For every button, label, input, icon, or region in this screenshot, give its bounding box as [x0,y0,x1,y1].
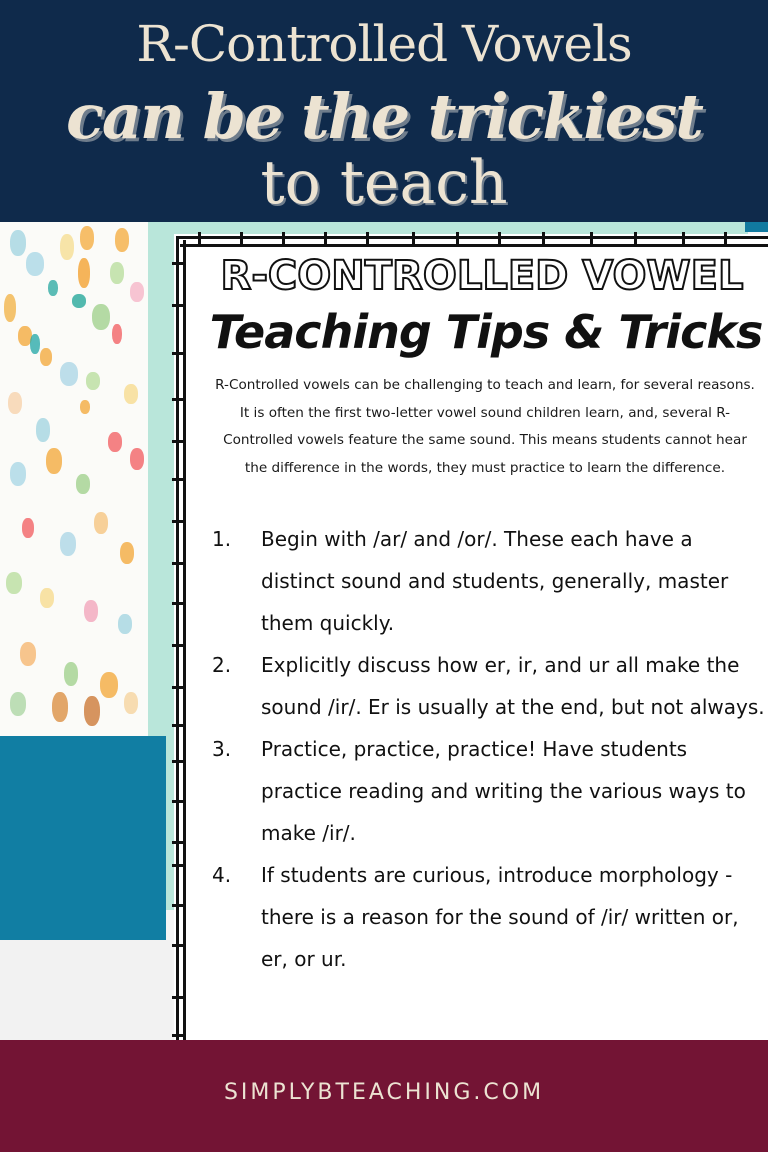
border-tick [172,996,186,999]
tip-text: Practice, practice, practice! Have students practice reading and writing the various ways to make /ir/. [261,737,746,845]
tips-list [210,518,766,980]
border-tick [682,232,685,246]
tip-number: 3. [212,737,232,761]
border-tick [172,864,186,867]
border-tick [498,232,501,246]
border-tick [366,232,369,246]
border-tick [172,841,186,844]
border-tick [590,232,593,246]
border-tick [172,724,186,727]
border-tick [724,232,727,246]
teal-paper-block [0,736,166,940]
border-tick [172,760,186,763]
card-border-left-outer [176,236,179,1040]
border-tick [172,262,186,265]
tip-text: If students are curious, introduce morphology - there is a reason for the sound of /ir/ written or, er, or ur. [261,863,739,971]
tip-number: 4. [212,863,232,887]
border-tick [172,602,186,605]
headline-line-3: to teach [260,148,508,218]
border-tick [172,800,186,803]
border-tick [172,686,186,689]
border-tick [542,232,545,246]
tip-item [210,728,766,854]
border-tick [240,232,243,246]
border-tick [172,352,186,355]
border-tick [172,398,186,401]
border-tick [172,478,186,481]
border-tick [172,304,186,307]
grey-paper-block [0,940,172,1040]
border-tick [172,644,186,647]
tip-text: Explicitly discuss how er, ir, and ur all make the sound /ir/. Er is usually at the end, but not always. [261,653,765,719]
border-tick [172,520,186,523]
border-tick [172,904,186,907]
tip-item [210,518,766,644]
tip-text: Begin with /ar/ and /or/. These each have a distinct sound and students, generally, master them quickly. [261,527,729,635]
headline-line-2: can be the trickiest [66,80,702,153]
tip-number: 1. [212,527,232,551]
footer-banner [0,1040,768,1152]
border-tick [456,232,459,246]
tip-number: 2. [212,653,232,677]
border-tick [324,232,327,246]
border-tick [282,232,285,246]
tip-item [210,854,766,980]
border-tick [634,232,637,246]
border-tick [412,232,415,246]
header-banner [0,0,768,222]
card-border-left-inner [183,240,186,1040]
border-tick [172,944,186,947]
border-tick [172,440,186,443]
tip-item [210,644,766,728]
watercolor-pattern-image [0,222,148,736]
border-tick [172,1034,186,1037]
teal-paper-corner [745,222,768,232]
border-tick [172,562,186,565]
card-border-top-inner [180,244,768,247]
card-border-top-outer [176,236,768,239]
border-tick [198,232,201,246]
website-link[interactable]: SIMPLYBTEACHING.COM [223,1080,545,1105]
headline-line-1: R-Controlled Vowels [136,15,632,73]
card-title: R-CONTROLLED VOWEL [220,253,744,299]
card-subtitle: Teaching Tips & Tricks [209,305,763,359]
card-intro-paragraph: R-Controlled vowels can be challenging to teach and learn, for several reasons. It is often the first two-letter vowel sound children learn, and, several R-Controlled vowels feature the same sound. This means students cannot hear the difference in the words, they must practice to learn the difference. [215,377,755,476]
